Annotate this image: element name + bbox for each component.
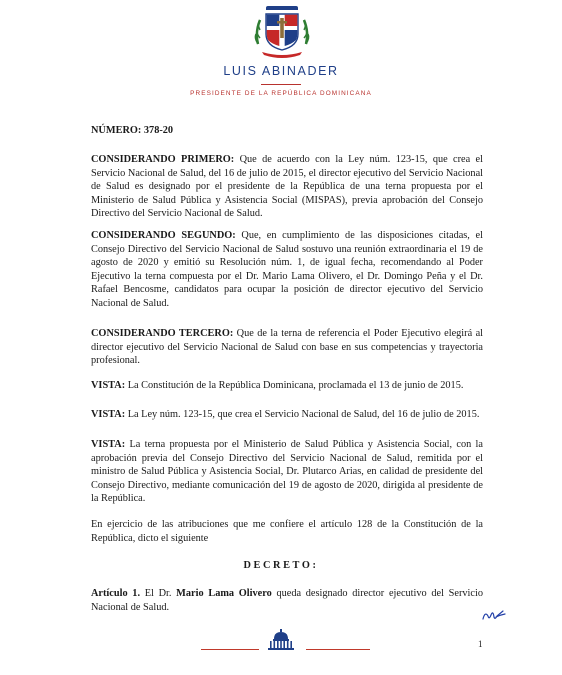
coat-of-arms-icon bbox=[252, 4, 312, 60]
article-text-before: El Dr. bbox=[140, 588, 177, 599]
article-lead: Artículo 1. bbox=[91, 588, 141, 599]
considerando-tercero bbox=[91, 327, 483, 368]
footer-divider-right bbox=[306, 649, 370, 650]
decree-heading: DECRETO: bbox=[243, 560, 319, 571]
vista-ley bbox=[91, 408, 483, 422]
paragraph-lead: CONSIDERANDO TERCERO: bbox=[91, 328, 234, 339]
paragraph-text: La Constitución de la República Dominicana, proclamada el 13 de junio de 2015. bbox=[125, 380, 464, 391]
considerando-segundo bbox=[91, 229, 483, 311]
decree-number: NÚMERO: 378-20 bbox=[91, 125, 174, 136]
paragraph-text: La terna propuesta por el Ministerio de Salud Pública y Asistencia Social, con la aprobación previa del Consejo Directivo del Servicio Nacional de Salud, remitida por el ministro de Salud Pública y Asistencia Social, Dr. Plutarco Arias, en calidad de presidente del Consejo Directivo, mediante comunicación del 19 de agosto de 2020, dirigida al presidente de la República. bbox=[91, 439, 483, 505]
signature-initials bbox=[481, 608, 507, 622]
vista-constitucion bbox=[91, 379, 483, 393]
paragraph-lead: CONSIDERANDO PRIMERO: bbox=[91, 154, 235, 165]
paragraph-lead: CONSIDERANDO SEGUNDO: bbox=[91, 230, 236, 241]
paragraph-lead: VISTA: bbox=[91, 380, 126, 391]
paragraph-text: La Ley núm. 123-15, que crea el Servicio Nacional de Salud, del 16 de julio de 2015. bbox=[125, 409, 480, 420]
president-title: PRESIDENTE DE LA REPÚBLICA DOMINICANA bbox=[190, 90, 372, 97]
exercise-paragraph bbox=[91, 518, 483, 545]
paragraph-text: Que de acuerdo con la Ley núm. 123-15, que crea el Servicio Nacional de Salud, del 16 de julio de 2015, el director ejecutivo del Servicio Nacional de Salud es designado por el presidente de la República de una terna propuesta por el Ministerio de Salud Pública y Asistencia Social (MISPAS), previa aprobación del Consejo Directivo del Servicio Nacional de Salud. bbox=[91, 154, 483, 220]
vista-terna bbox=[91, 438, 483, 506]
exercise-text: En ejercicio de las atribuciones que me confiere el artículo 128 de la Constitución de la República, dicto el siguiente bbox=[91, 519, 483, 544]
considerando-primero bbox=[91, 153, 483, 221]
paragraph-lead: VISTA: bbox=[91, 439, 126, 450]
article-text-after: queda designado director ejecutivo del Servicio Nacional de Salud. bbox=[91, 588, 483, 613]
appointee-name: Mario Lama Olivero bbox=[176, 588, 272, 599]
president-name: LUIS ABINADER bbox=[223, 64, 339, 78]
palace-dome-icon bbox=[266, 629, 296, 651]
paragraph-text: Que, en cumplimiento de las disposiciones citadas, el Consejo Directivo del Servicio Nacional de Salud sostuvo una reunión extraordinaria el 19 de agosto de 2020 y emitió su Resolución núm. 1, de igual fecha, recomendando al Poder Ejecutivo la terna compuesta por el Dr. Mario Lama Olivero, el Dr. Domingo Peña y el Dr. Rafael Bencosme, candidatos para ocupar la posición de director ejecutivo del Servicio Nacional de Salud. bbox=[91, 230, 483, 309]
paragraph-lead: VISTA: bbox=[91, 409, 126, 420]
header-divider bbox=[261, 84, 301, 85]
paragraph-text: Que de la terna de referencia el Poder Ejecutivo elegirá al director ejecutivo del Servicio Nacional de Salud con base en sus competencias y trayectoria profesional. bbox=[91, 328, 483, 367]
page-number: 1 bbox=[478, 639, 483, 649]
footer-divider-left bbox=[201, 649, 259, 650]
article-1 bbox=[91, 587, 483, 614]
